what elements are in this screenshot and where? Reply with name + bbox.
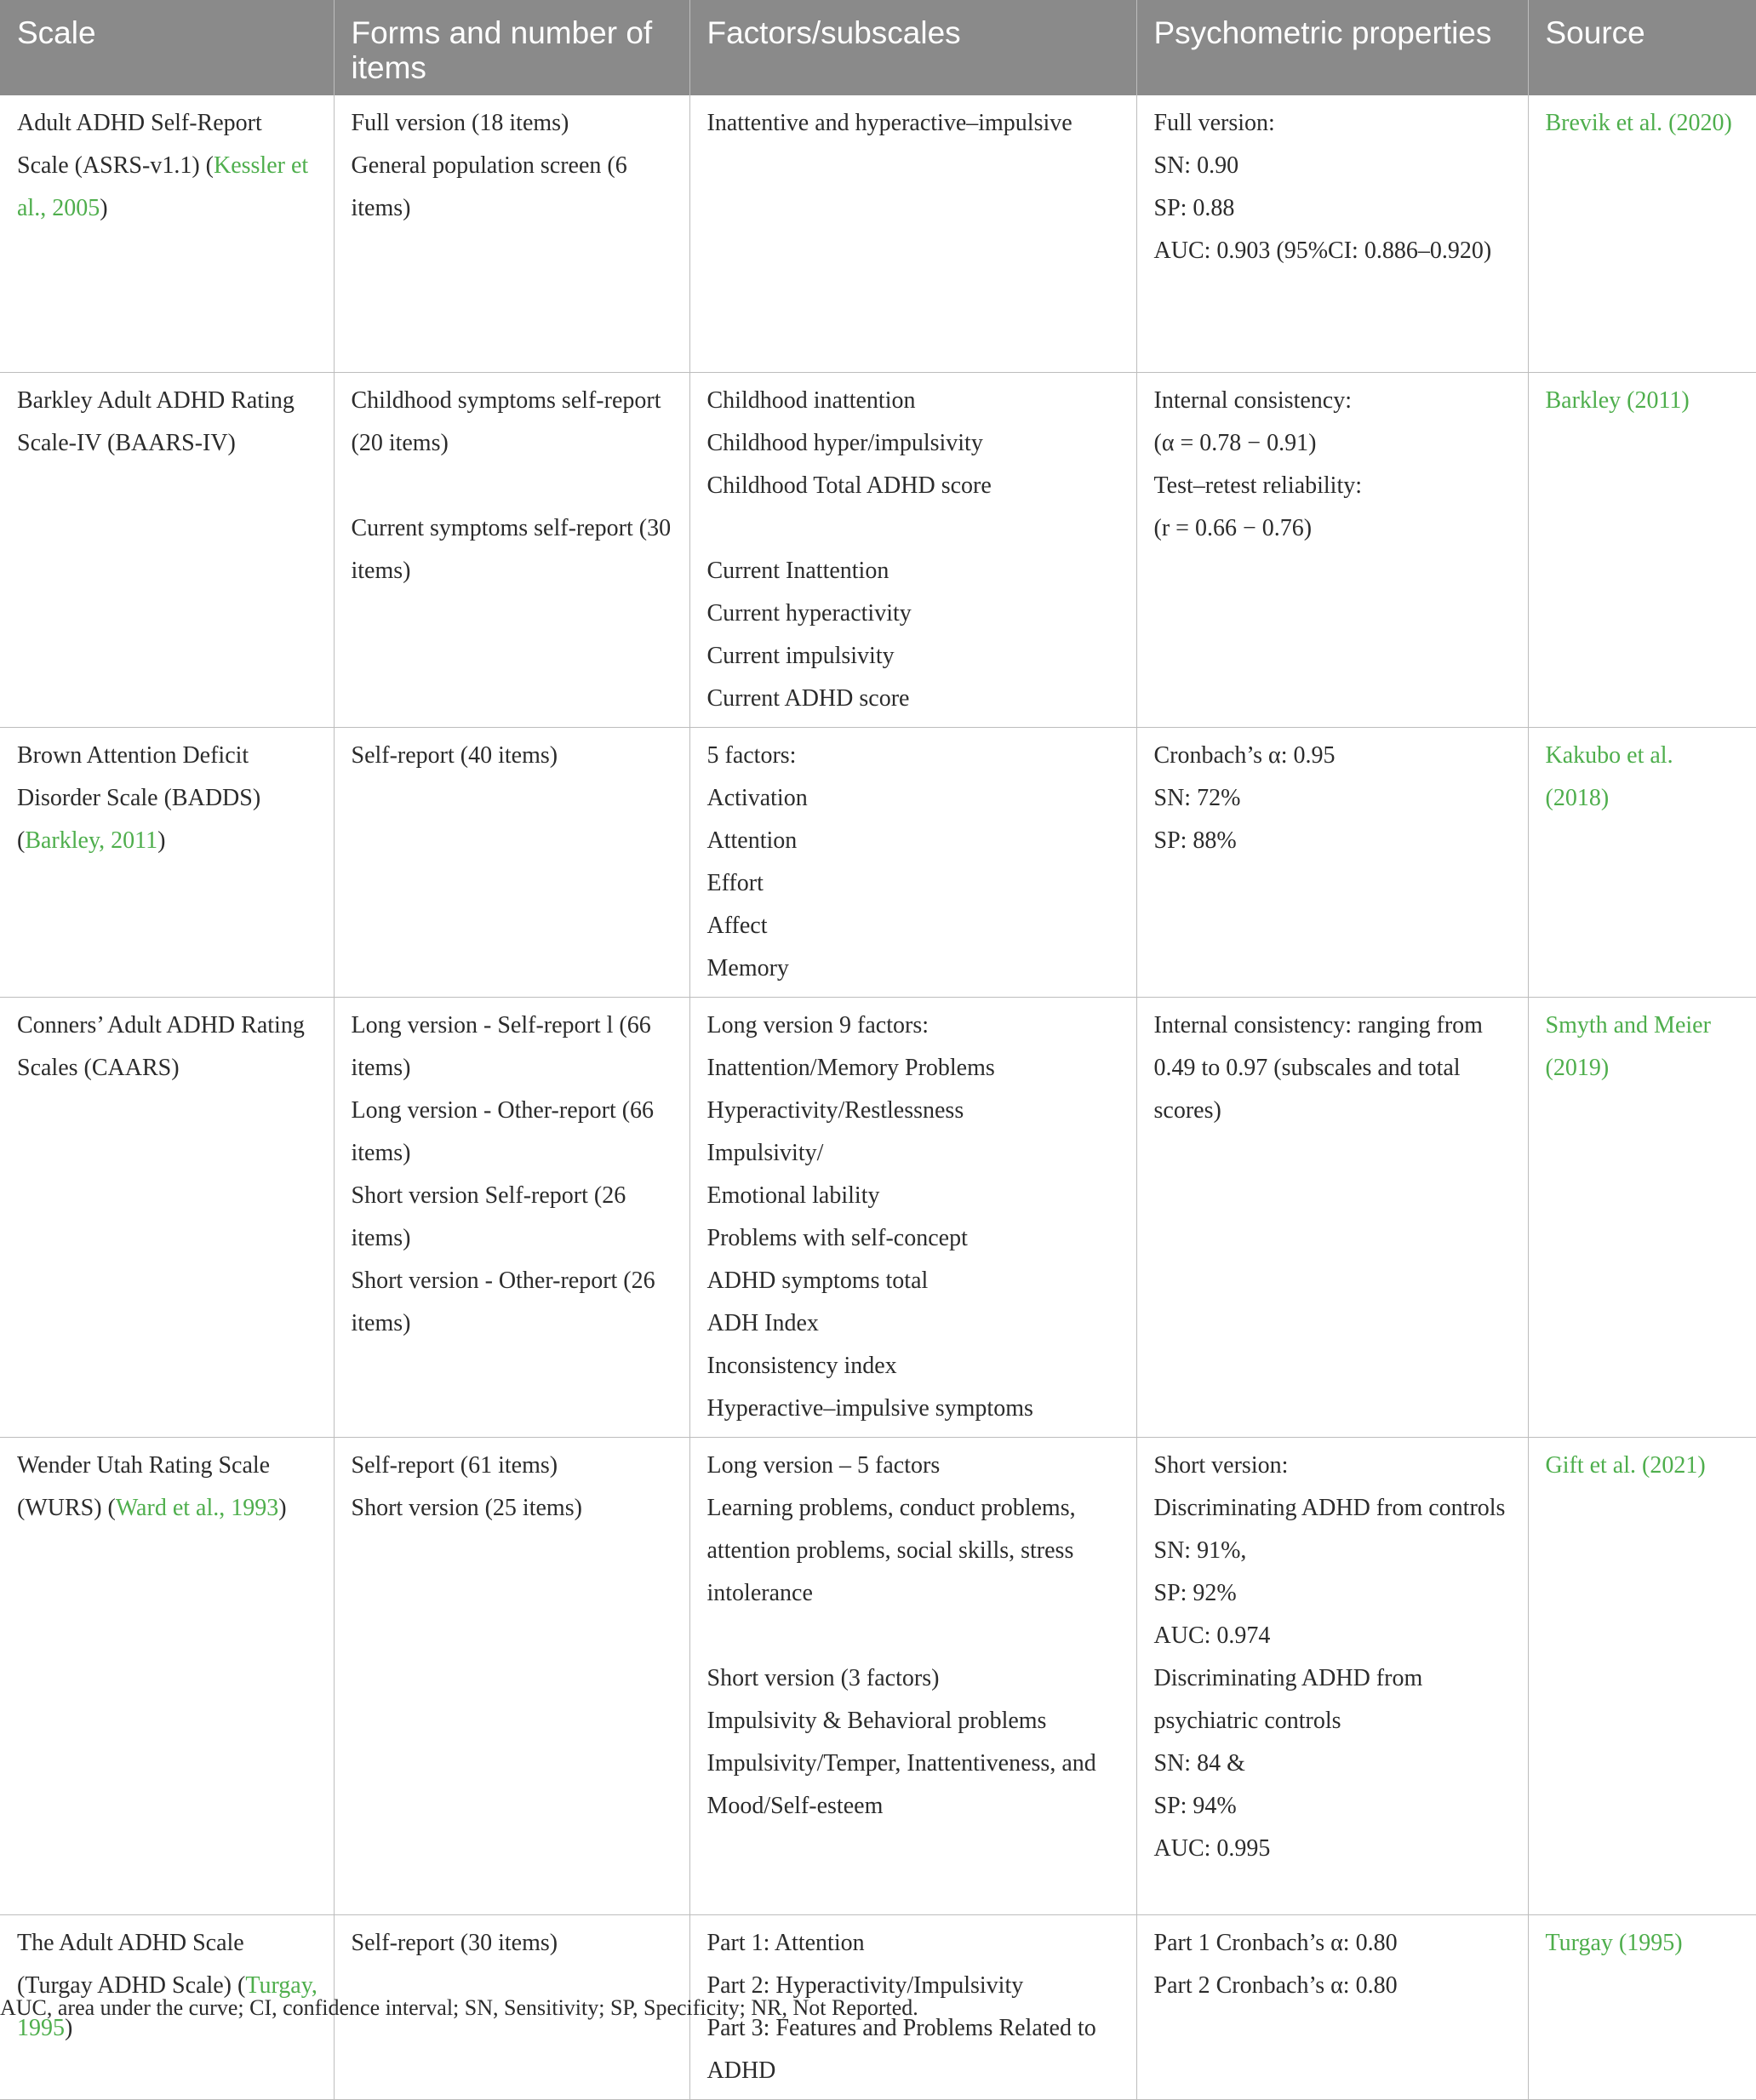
- source-cell: [1528, 727, 1756, 997]
- source-link[interactable]: Smyth and Meier (2019): [1545, 1011, 1711, 1081]
- scale-cell: Brown Attention Deficit Disorder Scale (BADDS) (Barkley, 2011): [0, 727, 334, 997]
- header-scale: Scale: [0, 0, 334, 95]
- header-row: [0, 0, 1756, 95]
- source-link[interactable]: Kakubo et al. (2018): [1545, 741, 1673, 811]
- table-row: [0, 997, 1756, 1437]
- citation-link[interactable]: Barkley, 2011: [25, 827, 158, 854]
- psychometrics-cell: Part 1 Cronbach’s α: 0.80 Part 2 Cronbach’s α: 0.80: [1136, 1914, 1528, 2099]
- source-cell: [1528, 372, 1756, 727]
- table-row: [0, 95, 1756, 372]
- header-forms: Forms and number of items: [334, 0, 689, 95]
- factors-cell: Inattentive and hyperactive–impulsive: [689, 95, 1136, 372]
- factors-cell: Long version – 5 factors Learning problems, conduct problems, attention problems, social skills, stress intolerance Short version (3 factors) Impulsivity & Behavioral problems Impulsivity/Temper, Inattentiveness, and Mood/Self-esteem: [689, 1437, 1136, 1914]
- source-cell: [1528, 997, 1756, 1437]
- psychometrics-cell: Short version: Discriminating ADHD from controls SN: 91%, SP: 92% AUC: 0.974 Discriminating ADHD from psychiatric controls SN: 84 & SP: 94% AUC: 0.995: [1136, 1437, 1528, 1914]
- citation-link[interactable]: Kessler et al., 2005: [17, 152, 309, 221]
- header-factors: Factors/subscales: [689, 0, 1136, 95]
- forms-cell: Childhood symptoms self-report (20 items) Current symptoms self-report (30 items): [334, 372, 689, 727]
- table-row: [0, 1437, 1756, 1914]
- psychometrics-cell: Internal consistency: ranging from 0.49 to 0.97 (subscales and total scores): [1136, 997, 1528, 1437]
- psychometrics-cell: Cronbach’s α: 0.95 SN: 72% SP: 88%: [1136, 727, 1528, 997]
- forms-cell: Self-report (30 items): [334, 1914, 689, 2099]
- table-row: [0, 727, 1756, 997]
- scale-cell: Wender Utah Rating Scale (WURS) (Ward et al., 1993): [0, 1437, 334, 1914]
- table-header: [0, 0, 1756, 95]
- header-source: Source: [1528, 0, 1756, 95]
- table-footnote: AUC, area under the curve; CI, confidence interval; SN, Sensitivity; SP, Specificity; NR, Not Reported.: [0, 1995, 918, 2020]
- factors-cell: 5 factors: Activation Attention Effort Affect Memory: [689, 727, 1136, 997]
- citation-link[interactable]: Turgay, 1995: [17, 1971, 317, 2041]
- forms-cell: Long version - Self-report l (66 items) Long version - Other-report (66 items) Short version Self-report (26 items) Short version - Other-report (26 items): [334, 997, 689, 1437]
- factors-cell: Long version 9 factors: Inattention/Memory Problems Hyperactivity/Restlessness Impulsivity/ Emotional lability Problems with self-concept ADHD symptoms total ADH Index Inconsistency index Hyperactive–impulsive symptoms: [689, 997, 1136, 1437]
- source-link[interactable]: Gift et al. (2021): [1545, 1451, 1706, 1479]
- source-cell: [1528, 1914, 1756, 2099]
- scale-cell: The Adult ADHD Scale (Turgay ADHD Scale) (Turgay, 1995): [0, 1914, 334, 2099]
- source-cell: [1528, 95, 1756, 372]
- factors-cell: Childhood inattention Childhood hyper/impulsivity Childhood Total ADHD score Current Inattention Current hyperactivity Current impulsivity Current ADHD score: [689, 372, 1136, 727]
- forms-cell: Self-report (61 items) Short version (25 items): [334, 1437, 689, 1914]
- source-link[interactable]: Turgay (1995): [1545, 1929, 1683, 1956]
- forms-cell: Full version (18 items) General population screen (6 items): [334, 95, 689, 372]
- scale-cell: Conners’ Adult ADHD Rating Scales (CAARS): [0, 997, 334, 1437]
- table-body: [0, 95, 1756, 2099]
- factors-cell: Part 1: Attention Part 2: Hyperactivity/Impulsivity Part 3: Features and Problems Related to ADHD: [689, 1914, 1136, 2099]
- source-link[interactable]: Brevik et al. (2020): [1545, 110, 1732, 136]
- table-row: [0, 372, 1756, 727]
- forms-cell: Self-report (40 items): [334, 727, 689, 997]
- scale-cell: Adult ADHD Self-Report Scale (ASRS-v1.1) (Kessler et al., 2005): [0, 95, 334, 372]
- source-cell: [1528, 1437, 1756, 1914]
- scale-cell: Barkley Adult ADHD Rating Scale-IV (BAARS-IV): [0, 372, 334, 727]
- psychometrics-cell: Internal consistency: (α = 0.78 − 0.91) Test–retest reliability: (r = 0.66 − 0.76): [1136, 372, 1528, 727]
- source-link[interactable]: Barkley (2011): [1545, 386, 1690, 414]
- citation-link[interactable]: Ward et al., 1993: [115, 1494, 279, 1521]
- psychometrics-cell: Full version: SN: 0.90 SP: 0.88 AUC: 0.903 (95%CI: 0.886–0.920): [1136, 95, 1528, 372]
- header-psychometrics: Psychometric properties: [1136, 0, 1528, 95]
